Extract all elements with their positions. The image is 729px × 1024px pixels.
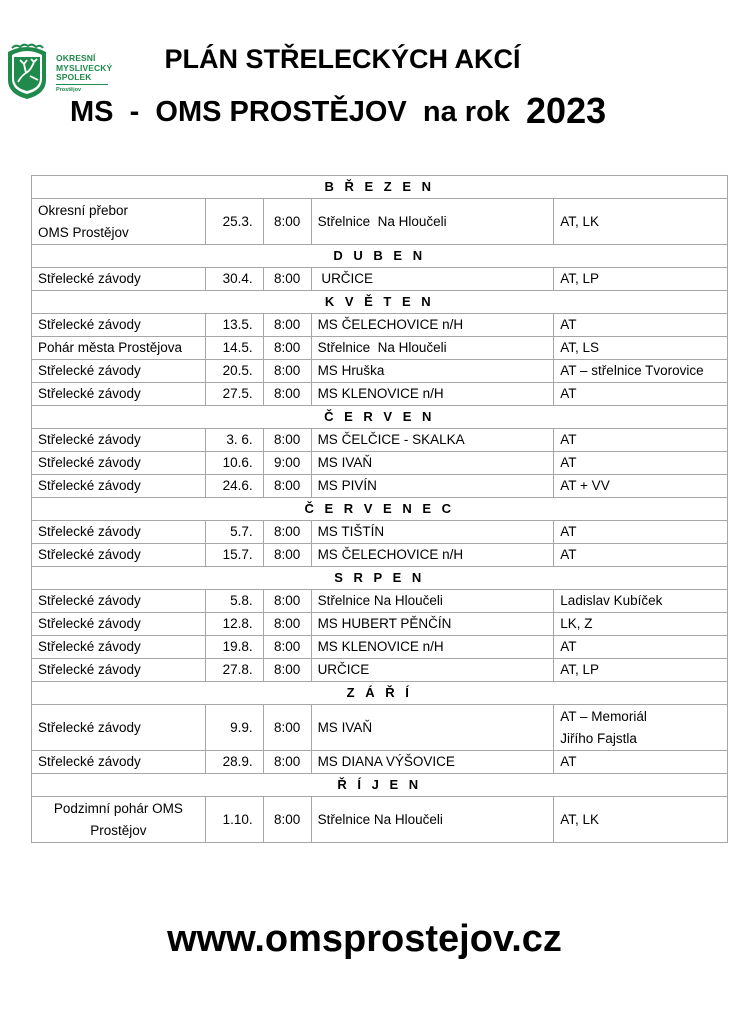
event-name-line: OMS Prostějov	[38, 224, 129, 240]
event-time: 8:00	[263, 751, 311, 774]
event-time: 8:00	[263, 659, 311, 682]
event-date: 10.6.	[205, 452, 263, 475]
event-time: 8:00	[263, 360, 311, 383]
event-name-line: Střelecké závody	[38, 719, 141, 735]
event-note-line: AT	[560, 754, 577, 769]
event-note-line: AT	[560, 524, 577, 539]
event-name-line: Střelecké závody	[38, 662, 141, 677]
event-note-line: AT – střelnice Tvorovice	[560, 363, 704, 378]
event-time: 8:00	[263, 613, 311, 636]
month-header: B Ř E Z E N	[32, 176, 728, 199]
event-name-line: Střelecké závody	[38, 478, 141, 493]
event-name-line: Střelecké závody	[38, 754, 141, 769]
event-date: 25.3.	[205, 199, 263, 245]
event-place: Střelnice Na Hloučeli	[311, 590, 554, 613]
event-name	[32, 544, 206, 567]
month-header: Z Á Ř Í	[32, 682, 728, 705]
event-note	[554, 475, 728, 498]
event-name	[32, 337, 206, 360]
event-row	[32, 659, 728, 682]
event-note	[554, 636, 728, 659]
event-name	[32, 268, 206, 291]
event-row	[32, 751, 728, 774]
event-date: 12.8.	[205, 613, 263, 636]
event-row	[32, 521, 728, 544]
event-note-line: AT	[560, 639, 577, 654]
event-name	[32, 636, 206, 659]
event-note	[554, 199, 728, 245]
event-date: 5.8.	[205, 590, 263, 613]
event-note-line: LK, Z	[560, 616, 593, 631]
event-name	[32, 452, 206, 475]
event-note	[554, 797, 728, 843]
event-name	[32, 199, 206, 245]
event-name	[32, 590, 206, 613]
event-name	[32, 613, 206, 636]
logo-divider	[56, 84, 108, 85]
event-place: MS KLENOVICE n/H	[311, 383, 554, 406]
event-date: 27.8.	[205, 659, 263, 682]
event-date: 27.5.	[205, 383, 263, 406]
event-note-line: AT, LK	[560, 811, 600, 827]
event-time: 8:00	[263, 544, 311, 567]
event-place: MS ČELECHOVICE n/H	[311, 314, 554, 337]
event-name-line: Prostějov	[90, 822, 147, 838]
event-name-line: Střelecké závody	[38, 455, 141, 470]
event-note	[554, 268, 728, 291]
event-place: MS IVAŇ	[311, 705, 554, 751]
month-header-row	[32, 498, 728, 521]
website-link[interactable]: www.omsprostejov.cz	[167, 918, 562, 960]
page-subtitle	[70, 88, 606, 130]
event-name	[32, 314, 206, 337]
event-time: 8:00	[263, 314, 311, 337]
event-row	[32, 383, 728, 406]
event-name	[32, 659, 206, 682]
event-name-line: Střelecké závody	[38, 524, 141, 539]
schedule-table	[31, 175, 728, 843]
event-place: MS KLENOVICE n/H	[311, 636, 554, 659]
event-note	[554, 314, 728, 337]
month-header: K V Ě T E N	[32, 291, 728, 314]
event-note-line: AT – Memoriál	[560, 708, 647, 724]
event-row	[32, 636, 728, 659]
month-header: Ř Í J E N	[32, 774, 728, 797]
event-time: 8:00	[263, 429, 311, 452]
event-row	[32, 452, 728, 475]
event-note	[554, 705, 728, 751]
event-note	[554, 613, 728, 636]
event-place: URČICE	[311, 268, 554, 291]
event-name-line: Střelecké závody	[38, 639, 141, 654]
event-time: 8:00	[263, 705, 311, 751]
event-name-line: Střelecké závody	[38, 593, 141, 608]
event-row	[32, 268, 728, 291]
month-header-row	[32, 774, 728, 797]
event-time: 9:00	[263, 452, 311, 475]
logo-line-1: OKRESNÍ	[56, 53, 96, 63]
event-name-line: Střelecké závody	[38, 616, 141, 631]
month-header-row	[32, 406, 728, 429]
event-note-line: AT	[560, 386, 577, 401]
event-place: MS IVAŇ	[311, 452, 554, 475]
event-note-line: AT, LP	[560, 662, 600, 677]
month-header-row	[32, 176, 728, 199]
event-name	[32, 521, 206, 544]
event-time: 8:00	[263, 383, 311, 406]
event-name	[32, 797, 206, 843]
event-date: 15.7.	[205, 544, 263, 567]
month-header: S R P E N	[32, 567, 728, 590]
event-name-line: Střelecké závody	[38, 271, 141, 286]
event-place: URČICE	[311, 659, 554, 682]
event-note-line: AT	[560, 317, 577, 332]
month-header: Č E R V E N E C	[32, 498, 728, 521]
event-place: MS ČELECHOVICE n/H	[311, 544, 554, 567]
event-place: MS TIŠTÍN	[311, 521, 554, 544]
month-header: D U B E N	[32, 245, 728, 268]
event-note	[554, 751, 728, 774]
event-time: 8:00	[263, 268, 311, 291]
event-note	[554, 590, 728, 613]
month-header-row	[32, 291, 728, 314]
event-note-line: AT + VV	[560, 478, 610, 493]
event-date: 24.6.	[205, 475, 263, 498]
event-date: 30.4.	[205, 268, 263, 291]
event-date: 1.10.	[205, 797, 263, 843]
event-place: MS ČELČICE - SKALKA	[311, 429, 554, 452]
event-name-line: Střelecké závody	[38, 547, 141, 562]
event-note	[554, 452, 728, 475]
event-row	[32, 797, 728, 843]
event-note-line: AT, LK	[560, 213, 600, 229]
event-name-line: Střelecké závody	[38, 432, 141, 447]
event-name-line: Střelecké závody	[38, 363, 141, 378]
title-year: 2023	[526, 90, 607, 131]
event-name	[32, 360, 206, 383]
event-row	[32, 705, 728, 751]
event-note	[554, 544, 728, 567]
event-note-line: AT, LS	[560, 340, 600, 355]
event-note-line: AT	[560, 547, 577, 562]
event-note-line: Jiřího Fajstla	[560, 730, 637, 746]
event-row	[32, 475, 728, 498]
event-date: 19.8.	[205, 636, 263, 659]
event-row	[32, 613, 728, 636]
month-header: Č E R V E N	[32, 406, 728, 429]
title-line-2: MS - OMS PROSTĚJOV na rok	[70, 96, 527, 128]
event-row	[32, 337, 728, 360]
logo-line-2: MYSLIVECKÝ	[56, 62, 113, 73]
month-header-row	[32, 567, 728, 590]
logo-line-3: SPOLEK	[56, 72, 92, 82]
event-time: 8:00	[263, 590, 311, 613]
event-note	[554, 383, 728, 406]
event-time: 8:00	[263, 475, 311, 498]
event-row	[32, 199, 728, 245]
event-date: 28.9.	[205, 751, 263, 774]
event-place: MS Hruška	[311, 360, 554, 383]
month-header-row	[32, 245, 728, 268]
event-place: Střelnice Na Hloučeli	[311, 337, 554, 360]
event-place: MS HUBERT PĚNČÍN	[311, 613, 554, 636]
event-row	[32, 544, 728, 567]
title-line-1: PLÁN STŘELECKÝCH AKCÍ	[164, 44, 521, 74]
event-time: 8:00	[263, 337, 311, 360]
event-time: 8:00	[263, 636, 311, 659]
event-time: 8:00	[263, 521, 311, 544]
page-title	[0, 44, 729, 75]
event-note-line: AT, LP	[560, 271, 600, 286]
event-date: 13.5.	[205, 314, 263, 337]
event-name-line: Střelecké závody	[38, 386, 141, 401]
event-note	[554, 521, 728, 544]
event-place: Střelnice Na Hloučeli	[311, 797, 554, 843]
event-note	[554, 360, 728, 383]
month-header-row	[32, 682, 728, 705]
event-date: 14.5.	[205, 337, 263, 360]
event-date: 3. 6.	[205, 429, 263, 452]
event-date: 20.5.	[205, 360, 263, 383]
event-time: 8:00	[263, 199, 311, 245]
event-name	[32, 751, 206, 774]
event-time: 8:00	[263, 797, 311, 843]
logo-city: Prostějov	[56, 87, 82, 93]
event-note	[554, 429, 728, 452]
event-note-line: AT	[560, 455, 577, 470]
event-name-line: Podzimní pohár OMS	[53, 800, 183, 816]
event-name	[32, 475, 206, 498]
event-row	[32, 590, 728, 613]
event-note-line: Ladislav Kubíček	[560, 593, 663, 608]
event-row	[32, 429, 728, 452]
event-date: 5.7.	[205, 521, 263, 544]
event-name-line: Střelecké závody	[38, 317, 141, 332]
event-row	[32, 314, 728, 337]
event-place: MS DIANA VÝŠOVICE	[311, 751, 554, 774]
event-place: MS PIVÍN	[311, 475, 554, 498]
event-note-line: AT	[560, 432, 577, 447]
event-date: 9.9.	[205, 705, 263, 751]
event-row	[32, 360, 728, 383]
event-place: Střelnice Na Hloučeli	[311, 199, 554, 245]
event-name-line: Pohár města Prostějova	[38, 340, 183, 355]
event-name	[32, 383, 206, 406]
event-note	[554, 659, 728, 682]
event-name	[32, 429, 206, 452]
event-note	[554, 337, 728, 360]
event-name-line: Okresní přebor	[38, 202, 129, 218]
event-name	[32, 705, 206, 751]
